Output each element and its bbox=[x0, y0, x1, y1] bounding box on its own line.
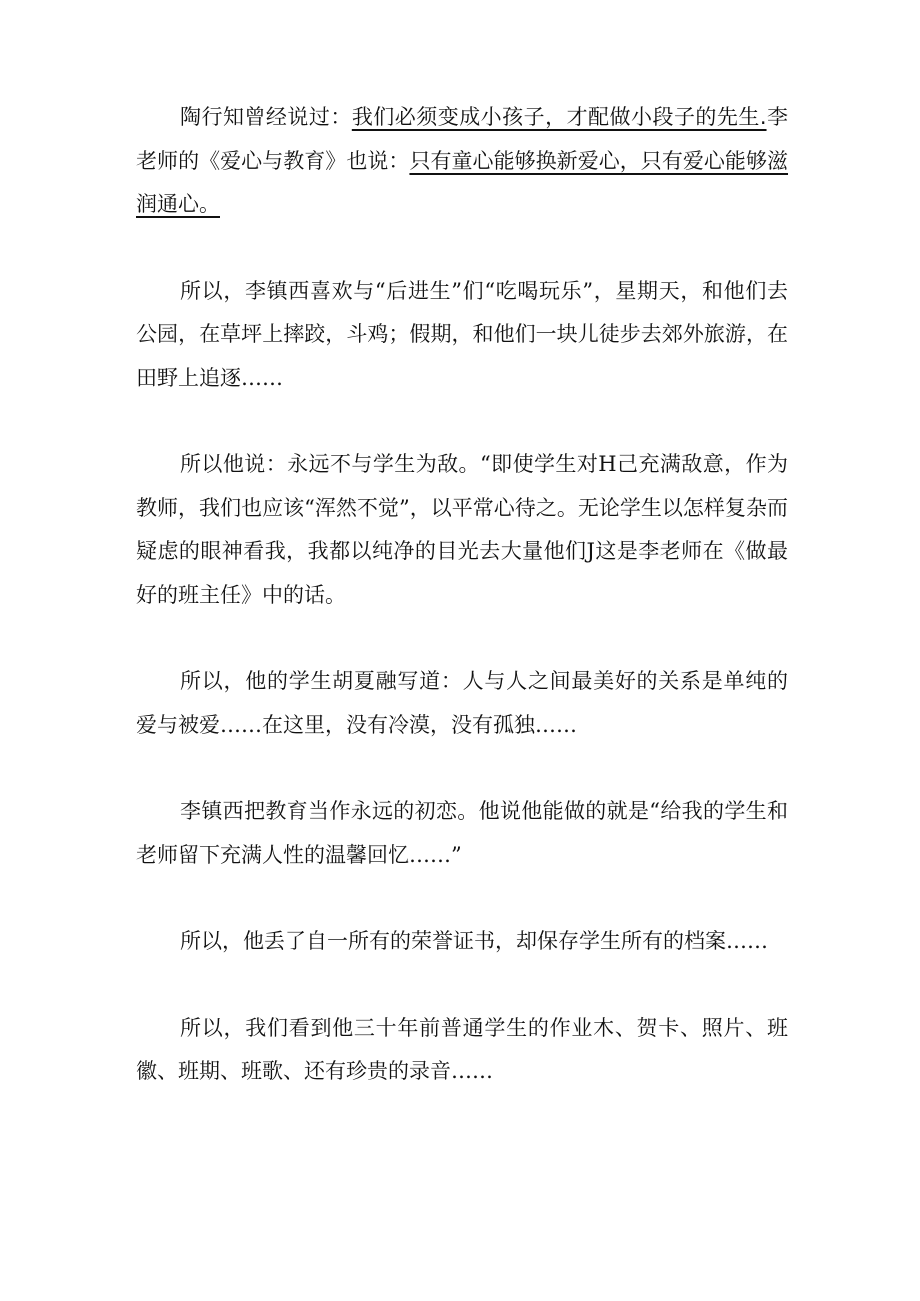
paragraph-2: 所以，李镇西喜欢与“后进生”们“吃喝玩乐”，星期天，和他们去公园，在草坪上摔跤，斗鸡；假期，和他们一块儿徒步去郊外旅游，在田野上追逐…… bbox=[136, 278, 788, 390]
paragraph-1 bbox=[136, 96, 788, 227]
paragraph-3: 所以他说：永远不与学生为敌。“即使学生对H己充满敌意，作为教师，我们也应该“浑然不觉”，以平常心待之。无论学生以怎样复杂而疑虑的眼神看我，我都以纯净的目光去大量他们J这是李老师在《做最好的班主任》中的话。 bbox=[136, 452, 788, 607]
paragraph-4: 所以，他的学生胡夏融写道：人与人之间最美好的关系是单纯的爱与被爱……在这里，没有冷漠，没有孤独…… bbox=[136, 669, 788, 737]
paragraph-1-intro: 陶行知曾经说过： bbox=[180, 105, 352, 129]
paragraph-gap bbox=[136, 964, 788, 1007]
document-body bbox=[136, 96, 788, 1094]
paragraph-7: 所以，我们看到他三十年前普通学生的作业木、贺卡、照片、班徽、班期、班歌、还有珍贵的录音…… bbox=[136, 1015, 788, 1083]
paragraph-gap bbox=[136, 877, 788, 920]
paragraph-6: 所以，他丢了自一所有的荣誉证书，却保存学生所有的档案…… bbox=[180, 929, 768, 953]
paragraph-1-middle: 李老师的《爱心与教育》也说： bbox=[136, 105, 789, 173]
paragraph-gap bbox=[136, 747, 788, 790]
paragraph-gap bbox=[136, 400, 788, 443]
quote-love-and-education: 只有童心能够换新爱心，只有爱心能够滋润通心。 bbox=[136, 148, 789, 216]
quote-tao-xingzhi: 我们必须变成小孩子，才配做小段子的先生. bbox=[351, 105, 767, 129]
paragraph-gap bbox=[136, 617, 788, 660]
paragraph-5: 李镇西把教育当作永远的初恋。他说他能做的就是“给我的学生和老师留下充满人性的温馨回忆……” bbox=[136, 799, 788, 867]
paragraph-gap bbox=[136, 227, 788, 270]
